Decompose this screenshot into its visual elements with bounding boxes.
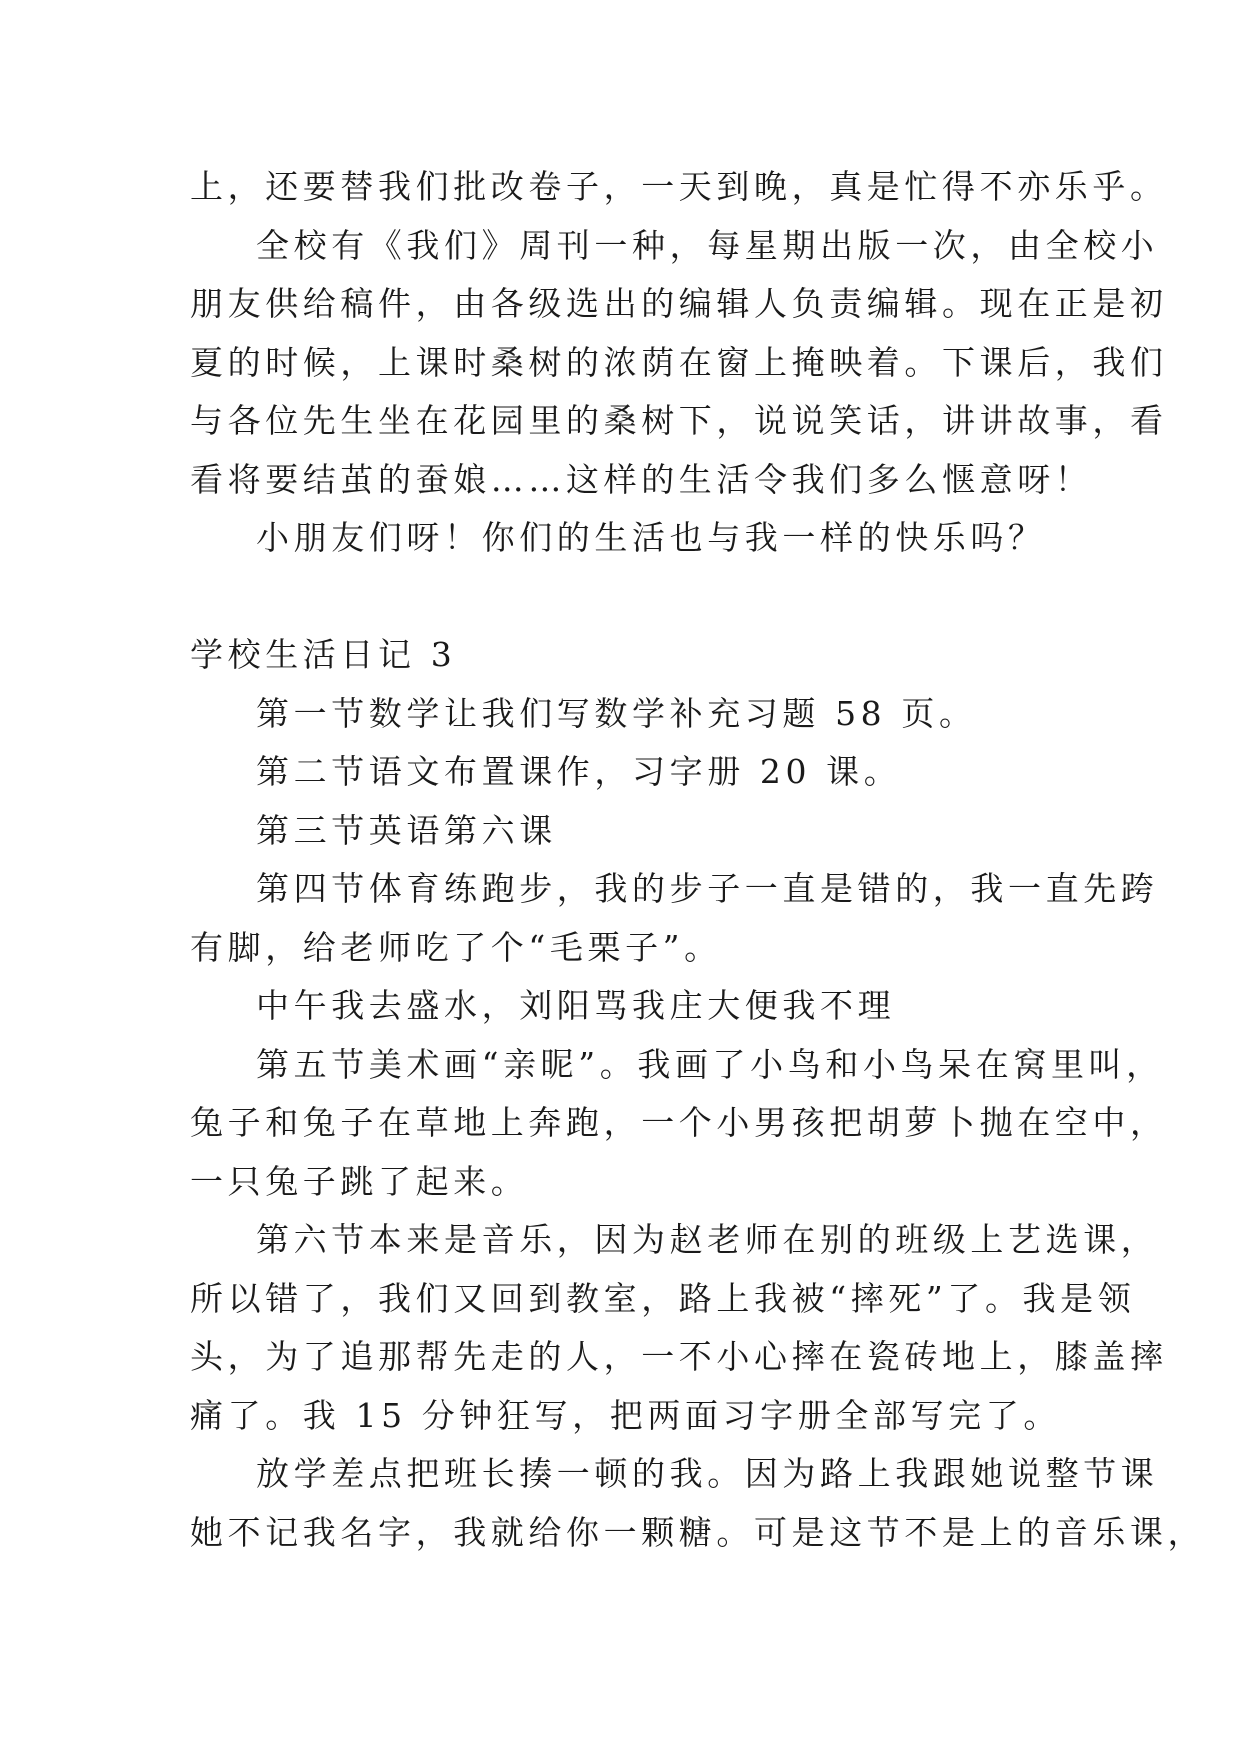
paragraph-line: 看将要结茧的蚕娘……这样的生活令我们多么惬意呀！ <box>190 459 1093 499</box>
paragraph-line: 第六节本来是音乐，因为赵老师在别的班级上艺选课， <box>256 1220 1159 1259</box>
paragraph-line: 第三节英语第六课 <box>256 810 557 850</box>
section-heading: 学校生活日记 3 <box>190 635 457 674</box>
paragraph-line: 第一节数学让我们写数学补充习题 58 页。 <box>256 693 977 733</box>
section-gap <box>190 568 1070 627</box>
paragraph-line: 第四节体育练跑步，我的步子一直是错的，我一直先跨 <box>256 869 1159 908</box>
paragraph-line: 夏的时候，上课时桑树的浓荫在窗上掩映着。下课后，我们 <box>190 342 1168 382</box>
paragraph-line: 朋友供给稿件，由各级选出的编辑人负责编辑。现在正是初 <box>190 284 1168 323</box>
paragraph-line: 所以错了，我们又回到教室，路上我被“摔死”了。我是领 <box>190 1278 1136 1318</box>
paragraph-line: 头，为了追那帮先走的人，一不小心摔在瓷砖地上，膝盖摔 <box>190 1337 1168 1376</box>
paragraph-line: 痛了。我 15 分钟狂写，把两面习字册全部写完了。 <box>190 1395 1061 1435</box>
paragraph-line: 她不记我名字，我就给你一颗糖。可是这节不是上的音乐课， <box>190 1512 1206 1552</box>
paragraph-line: 上，还要替我们批改卷子，一天到晚，真是忙得不亦乐乎。 <box>190 167 1168 206</box>
paragraph-line: 一只兔子跳了起来。 <box>190 1161 529 1201</box>
paragraph-line: 放学差点把班长揍一顿的我。因为路上我跟她说整节课 <box>256 1454 1159 1493</box>
paragraph-line: 中午我去盛水，刘阳骂我庄大便我不理 <box>256 986 896 1025</box>
paragraph-line: 有脚，给老师吃了个“毛栗子”。 <box>190 927 722 967</box>
paragraph-line: 与各位先生坐在花园里的桑树下，说说笑话，讲讲故事，看 <box>190 401 1168 440</box>
paragraph-line: 小朋友们呀！你们的生活也与我一样的快乐吗？ <box>256 518 1046 557</box>
paragraph-line: 全校有《我们》周刊一种，每星期出版一次，由全校小 <box>256 225 1159 265</box>
document-body <box>190 158 1206 1562</box>
paragraph-line: 第二节语文布置课作，习字册 20 课。 <box>256 752 902 791</box>
paragraph-line: 第五节美术画“亲昵”。我画了小鸟和小鸟呆在窝里叫， <box>256 1044 1164 1084</box>
paragraph-line: 兔子和兔子在草地上奔跑，一个小男孩把胡萝卜抛在空中， <box>190 1103 1168 1142</box>
